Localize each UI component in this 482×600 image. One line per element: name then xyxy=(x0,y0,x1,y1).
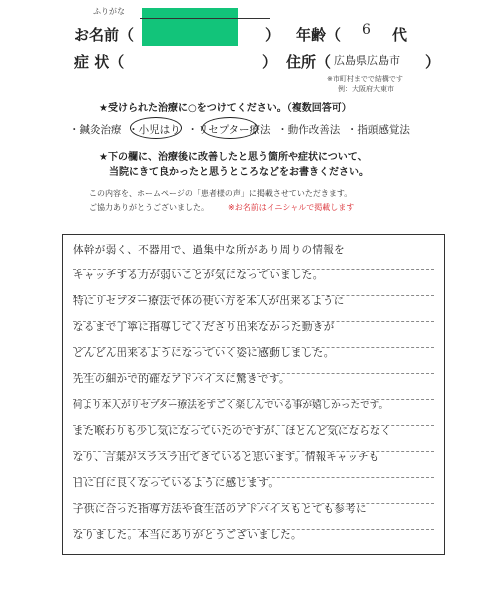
handwritten-line-12: なりました。本当にありがとうございました。 xyxy=(73,529,302,541)
furigana-label: ふりがな xyxy=(93,7,125,16)
age-value: 6 xyxy=(362,22,371,38)
address-label: 住所（ xyxy=(286,53,332,71)
option-receptor[interactable]: ・リセプター療法 xyxy=(187,124,271,136)
age-label: 年齢（ xyxy=(296,26,342,44)
handwritten-line-7: 何より本人がリセプター療法をすごく楽しんでいる事が嬉しかったです。 xyxy=(73,400,389,411)
initial-note: ※お名前はイニシャルで掲載します xyxy=(228,203,355,212)
improvement-line-1: ★下の欄に、治療後に改善したと思う箇所や症状について、 xyxy=(99,152,368,163)
handwritten-line-1: 体幹が弱く、不器用で、過集中な所があり周りの情報を xyxy=(73,244,346,256)
publish-notice: この内容を、ホームページの「患者様の声」に掲載させていただきます。 xyxy=(89,189,353,198)
improvement-line-2: 当院にきて良かったと思うところなどをお書きください。 xyxy=(109,167,369,178)
comment-box xyxy=(62,234,445,555)
address-example: 例：大阪府大東市 xyxy=(338,85,394,93)
name-close: ） xyxy=(265,26,281,44)
furigana-underline xyxy=(140,18,270,19)
address-note: ※市町村までで結構です xyxy=(327,75,403,83)
handwritten-line-3: 特にリセプター療法で体の使い方を本人が出来るように xyxy=(73,295,345,307)
address-value: 広島県広島市 xyxy=(334,54,400,67)
name-redaction xyxy=(142,8,238,46)
handwritten-line-5: どんどん出来るようになっていく姿に感動しました。 xyxy=(73,347,335,359)
handwritten-line-2: キャッチする力が弱いことが気になっていました。 xyxy=(73,269,324,281)
age-unit: 代 xyxy=(392,26,408,44)
handwritten-line-10: 日に日に良くなっているように感じます。 xyxy=(73,477,280,489)
handwritten-line-9: なり、言葉がスラスラ出てきていると思います。情報キャッチも xyxy=(73,451,380,463)
option-fingertip[interactable]: ・指頭感覚法 xyxy=(346,124,410,136)
handwritten-line-6: 先生の細かで的確なアドバイスに驚きです。 xyxy=(73,373,290,385)
address-close: ） xyxy=(425,53,441,71)
circle-mark-receptor xyxy=(202,117,258,139)
option-acupuncture[interactable]: ・鍼灸治療 xyxy=(69,124,122,136)
option-pediatric[interactable]: ・小児はり xyxy=(128,124,181,136)
thanks-text: ご協力ありがとうございました。 xyxy=(89,203,209,212)
symptom-label: 症 状（ xyxy=(74,53,125,71)
option-movement[interactable]: ・動作改善法 xyxy=(277,124,341,136)
name-label: お名前（ xyxy=(74,26,135,44)
handwritten-line-4: なるまで丁寧に指導してくださり出来なかった動きが xyxy=(73,321,335,333)
treatment-title: ★受けられた治療に○をつけてください。（複数回答可） xyxy=(99,103,352,114)
handwritten-line-11: 子供に合った指導方法や食生活のアドバイスもとても参考に xyxy=(73,503,367,515)
circle-mark-pediatric xyxy=(130,117,182,139)
handwritten-line-8: また喉わりも少し気になっていたのですが、ほとんど気にならなく xyxy=(73,425,391,437)
symptom-close: ） xyxy=(262,53,278,71)
